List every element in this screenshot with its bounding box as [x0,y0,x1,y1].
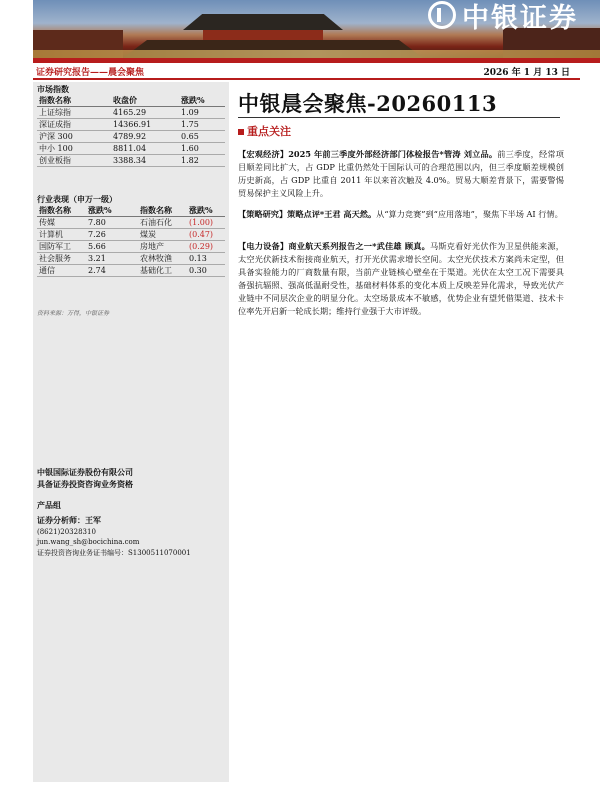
table-row [37,253,225,265]
license-number: 证券投资咨询业务证书编号：S1300511070001 [37,549,191,557]
news-item-lead: 【电力设备】商业航天系列报告之一*武佳雄 顾真。 [238,241,431,251]
industry-name: 社会服务 [37,253,86,265]
industry-change: 3.21 [86,253,138,265]
market-close: 4165.29 [111,107,179,119]
market-change: 0.65 [179,131,225,143]
industry-section-title: 行业表现（申万一级） [37,194,117,204]
industry-name: 房地产 [138,241,187,253]
industry-col-change-up: 涨跌% [86,205,138,217]
industry-name: 通信 [37,265,86,277]
industry-change: 5.66 [86,241,138,253]
market-close: 14366.91 [111,119,179,131]
news-item-macro [238,148,564,200]
data-source-note: 资料来源：万得，中银证券 [37,310,110,317]
market-col-close: 收盘价 [111,95,179,107]
table-row [37,131,225,143]
industry-name: 煤炭 [138,229,187,241]
market-col-change: 涨跌% [179,95,225,107]
news-item-body: 马斯克看好光伏作为卫星供能来源，太空光伏新技术衔接商业航天，打开光伏需求增长空间。太空光伏技术方案尚未定型，但具备实验能力的厂商数量有限，当前产业链核心壁垒在于渠道。光伏在太空工况下需要具备强抗辐照、强高低温耐受性，基础材料体系的变化本质上反映差异化需求，导致光伏产业链中不同层次企业的明显分化。太空场景成本不敏感，优势企业有望凭借渠道、技术卡位率先开启新一轮成长期；维持行业强于大市评级。 [238,241,564,316]
title-underline [238,117,560,118]
market-close: 8811.04 [111,143,179,155]
sidebar [33,82,229,782]
table-row [37,107,225,119]
industry-name: 石油石化 [138,217,187,229]
brand-logo [428,0,578,34]
table-row [37,265,225,277]
table-row [37,155,225,167]
analyst-phone: (8621)20328310 [37,528,96,536]
breadcrumb: 证券研究报告——晨会聚焦 [36,68,145,78]
banner-roof-top [183,14,343,30]
brand-name: 中银证券 [462,2,578,34]
industry-change: 0.30 [187,265,225,277]
table-row [37,217,225,229]
industry-name: 传媒 [37,217,86,229]
market-name: 上证综指 [37,107,111,119]
company-qualification: 具备证券投资咨询业务资格 [37,479,133,489]
header-red-bar [33,58,600,63]
page-title: 中银晨会聚焦-20260113 [238,91,498,116]
industry-name: 计算机 [37,229,86,241]
boc-logo-icon [428,1,456,29]
market-section-title: 市场指数 [37,84,69,94]
table-row [37,241,225,253]
market-col-name: 指数名称 [37,95,111,107]
banner-gold-band [33,50,600,58]
table-row [37,229,225,241]
news-item-lead: 【策略研究】策略点评*王君 高天然。 [238,209,377,219]
table-row [37,143,225,155]
product-group: 产品组 [37,500,61,510]
market-name: 沪深 300 [37,131,111,143]
analyst-email[interactable]: jun.wang_sh@bocichina.com [37,538,140,546]
market-change: 1.75 [179,119,225,131]
industry-change: (0.29) [187,241,225,253]
industry-table [37,205,225,277]
news-item-strategy [238,208,564,221]
table-row [37,119,225,131]
market-close: 4789.92 [111,131,179,143]
industry-change: 7.80 [86,217,138,229]
industry-change: 7.26 [86,229,138,241]
market-close: 3388.34 [111,155,179,167]
market-name: 中小 100 [37,143,111,155]
industry-col-name-up: 指数名称 [37,205,86,217]
news-item-body: 从“算力竞赛”到“应用落地”，聚焦下半场 AI 行情。 [376,209,563,219]
industry-col-change-down: 涨跌% [187,205,225,217]
industry-change: 0.13 [187,253,225,265]
industry-change: (0.47) [187,229,225,241]
analyst-name: 证券分析师：王军 [37,515,101,525]
section-heading: 重点关注 [238,123,291,139]
industry-name: 基础化工 [138,265,187,277]
market-change: 1.60 [179,143,225,155]
market-change: 1.82 [179,155,225,167]
industry-name: 国防军工 [37,241,86,253]
industry-col-name-down: 指数名称 [138,205,187,217]
report-date: 2026 年 1 月 13 日 [483,68,570,78]
market-table [37,95,225,167]
industry-change: (1.00) [187,217,225,229]
market-change: 1.09 [179,107,225,119]
company-name: 中银国际证券股份有限公司 [37,467,133,477]
market-name: 深证成指 [37,119,111,131]
header-banner [33,0,600,58]
news-item-body: 前三季度，经常项目顺差同比扩大，占 GDP 比重仍然处于国际认可的合理范围以内，但三季度顺差规模创历史新高，占 GDP 比重自 2011 年以来首次触及 4.0%。贸易大顺差背景下，需要警惕贸易保护主义风险上升。 [238,149,564,198]
news-item-lead: 【宏观经济】2025 年前三季度外部经济部门体检报告*管涛 刘立品。 [238,149,498,159]
header-rule [33,78,580,80]
market-name: 创业板指 [37,155,111,167]
industry-name: 农林牧渔 [138,253,187,265]
industry-change: 2.74 [86,265,138,277]
news-item-power-equipment [238,240,564,318]
